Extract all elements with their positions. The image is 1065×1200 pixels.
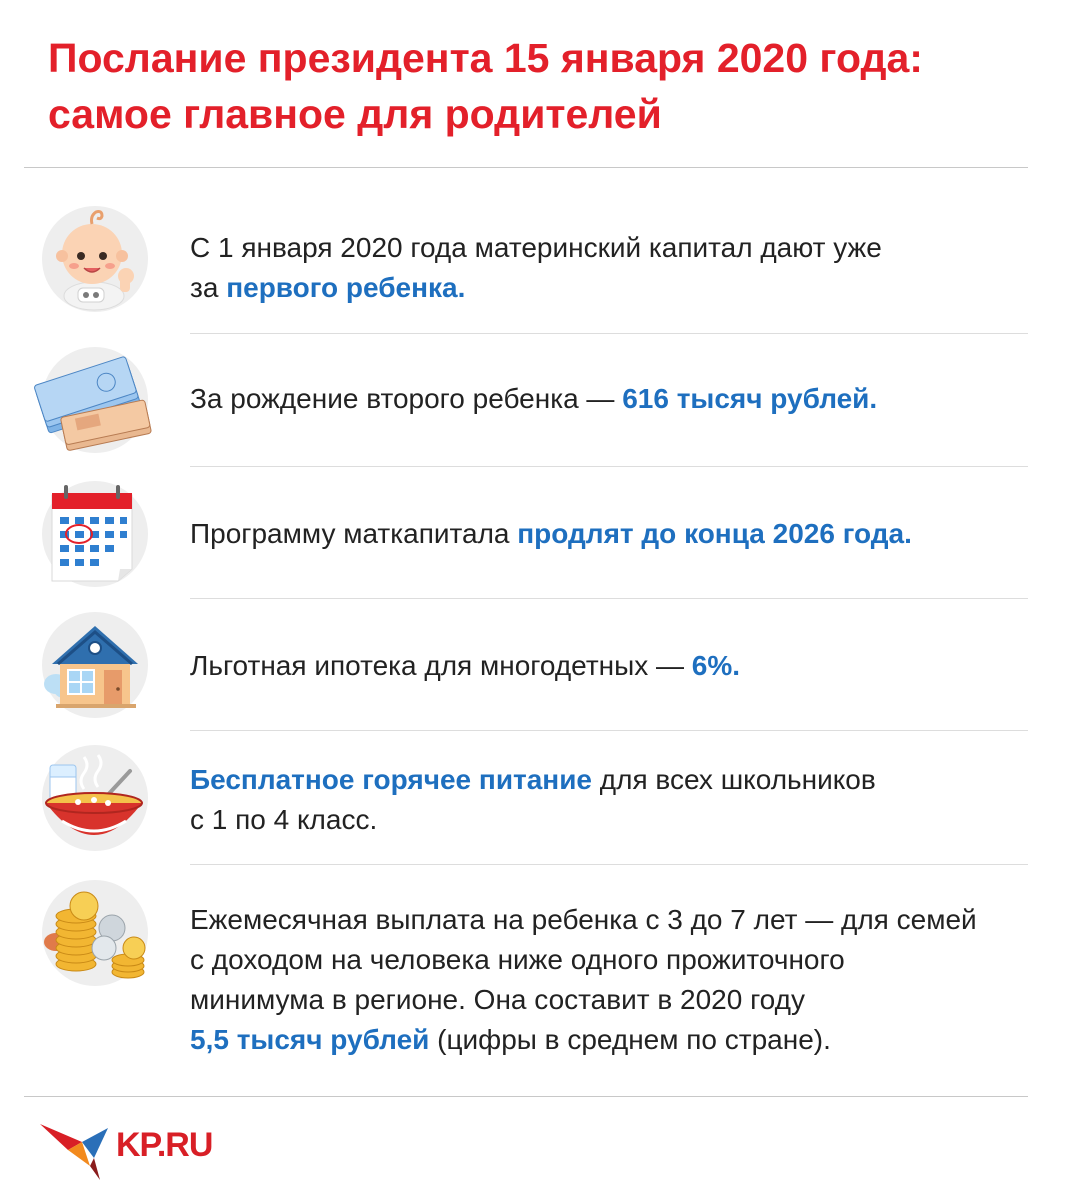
item-text-line: Льготная ипотека для многодетных — [190, 650, 692, 681]
item-highlight: Бесплатное горячее питание [190, 764, 593, 795]
item-text-line: минимума в регионе. Она составит в 2020 году [190, 984, 805, 1015]
item-divider [190, 598, 1028, 599]
item-text-line: Программу маткапитала [190, 518, 518, 549]
house-icon [42, 612, 148, 718]
title-line-1: Послание президента 15 января 2020 года: [48, 35, 923, 81]
item-text-line: Ежемесячная выплата на ребенка с 3 до 7 лет — для семей [190, 904, 977, 935]
item-highlight: 6%. [691, 650, 741, 681]
item-text [190, 514, 1040, 554]
item-text [190, 760, 1040, 840]
item-text-line: с доходом на человека ниже одного прожиточного [190, 944, 845, 975]
top-divider [24, 167, 1028, 168]
calendar-icon [42, 481, 148, 587]
logo-text: KP.RU [116, 1126, 213, 1164]
item-text [190, 646, 1040, 686]
coins-icon [42, 880, 148, 986]
food-bowl-icon [42, 745, 148, 851]
item-text-line: для всех школьников [592, 764, 876, 795]
item-divider [190, 466, 1028, 467]
item-divider [190, 864, 1028, 865]
item-highlight: продлят до конца 2026 года. [517, 518, 912, 549]
item-text [190, 379, 1040, 419]
item-highlight: первого ребенка. [226, 272, 466, 303]
kp-logo [38, 1114, 228, 1184]
title-line-2: самое главное для родителей [48, 91, 662, 137]
item-text [190, 900, 1040, 1060]
item-divider [190, 730, 1028, 731]
item-highlight: 5,5 тысяч рублей [190, 1024, 430, 1055]
baby-icon [42, 206, 148, 312]
money-icon [42, 347, 148, 453]
page-title [48, 30, 1038, 142]
bird-logo-icon [38, 1114, 118, 1184]
bottom-divider [24, 1096, 1028, 1097]
item-text [190, 228, 1040, 308]
item-highlight: 616 тысяч рублей. [622, 383, 878, 414]
item-text-line: За рождение второго ребенка — [190, 383, 623, 414]
item-divider [190, 333, 1028, 334]
item-text-line: за [190, 272, 227, 303]
item-text-line: С 1 января 2020 года материнский капитал дают уже [190, 232, 882, 263]
item-text-line: (цифры в среднем по стране). [429, 1024, 831, 1055]
item-text-line: с 1 по 4 класс. [190, 804, 378, 835]
